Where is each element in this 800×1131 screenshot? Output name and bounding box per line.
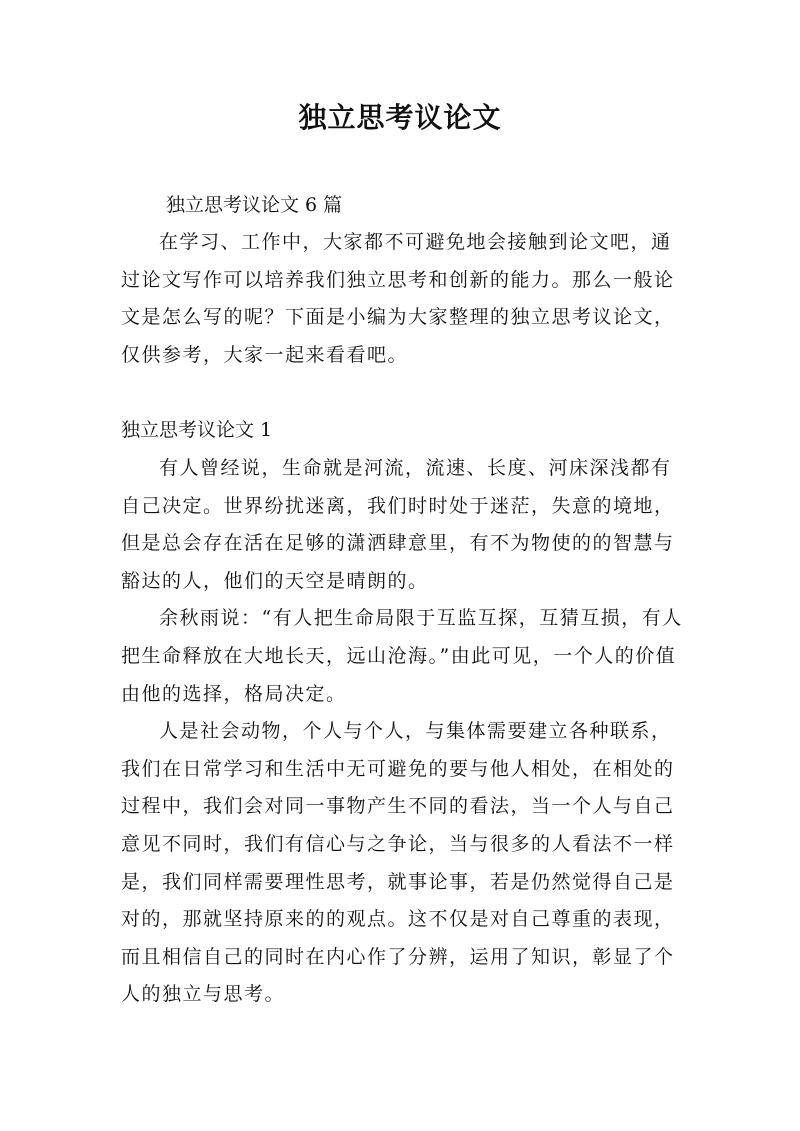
body-paragraph-1: 有人曾经说，生命就是河流，流速、长度、河床深浅都有自己决定。世界纷扰迷离，我们时时处于迷茫，失意的境地，但是总会存在活在足够的潇洒肆意里，有不为物使的的智慧与豁达的人，他们的天空是晴朗的。 [121, 457, 675, 592]
page-title: 独立思考议论文 [298, 101, 502, 134]
intro-paragraph: 在学习、工作中，大家都不可避免地会接触到论文吧，通过论文写作可以培养我们独立思考和创新的能力。那么一般论文是怎么写的呢？下面是小编为大家整理的独立思考议论文，仅供参考，大家一起来看看吧。 [121, 231, 675, 366]
body-paragraph-2: 余秋雨说：“有人把生命局限于互监互探，互猜互损，有人把生命释放在大地长天，远山沧海。”由此可见，一个人的价值由他的选择，格局决定。 [121, 607, 683, 705]
body-section [121, 450, 691, 1014]
document-subtitle: 独立思考议论文 6 篇 [166, 194, 343, 216]
intro-section [121, 224, 691, 374]
section-heading: 独立思考议论文 1 [121, 419, 273, 441]
body-paragraph-3: 人是社会动物，个人与个人，与集体需要建立各种联系，我们在日常学习和生活中无可避免的要与他人相处，在相处的过程中，我们会对同一事物产生不同的看法，当一个人与自己意见不同时，我们有信心与之争论，当与很多的人看法不一样是，我们同样需要理性思考，就事论事，若是仍然觉得自己是对的，那就坚持原来的的观点。这不仅是对自己尊重的表现，而且相信自己的同时在内心作了分辨，运用了知识，彰显了个人的独立与思考。 [121, 720, 675, 1006]
